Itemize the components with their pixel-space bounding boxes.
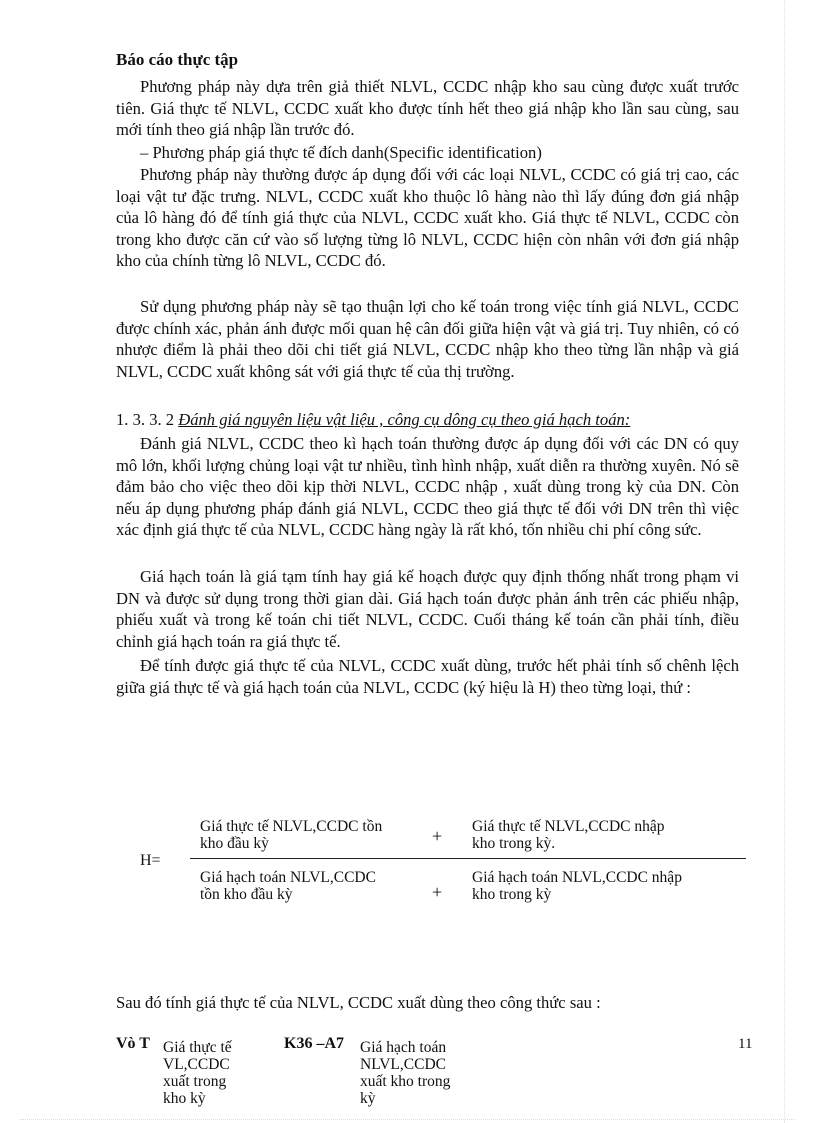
formula-plus-denominator: + bbox=[432, 882, 443, 902]
cell-line: Giá thực tế bbox=[163, 1039, 232, 1056]
cell-line: xuất kho trong bbox=[360, 1073, 451, 1090]
paragraph-definition: Giá hạch toán là giá tạm tính hay giá kế hoạch được quy định thống nhất trong phạm vi DN và được sử dụng trong thời gian dài. Giá hạch toán được phản ánh trên các phiếu nhập, phiếu xuất và trong kế toán chi tiết NLVL, CCDC. Cuối tháng kế toán cần phải tính, điều chỉnh giá hạch toán ra giá thực tế. bbox=[116, 567, 739, 651]
cell-line: xuất trong bbox=[163, 1073, 227, 1090]
formula-text: Giá hạch toán NLVL,CCDC nhập bbox=[472, 869, 682, 886]
page-header: Báo cáo thực tập bbox=[116, 50, 239, 69]
formula-text: kho đầu kỳ bbox=[200, 835, 269, 852]
cell-line: kỳ bbox=[360, 1090, 376, 1107]
paragraph-specific-method: Phương pháp này thường được áp dụng đối với các loại NLVL, CCDC có giá trị cao, các loại vật tư đặc trưng. NLVL, CCDC xuất kho thuộc lô hàng nào thì lấy đúng đơn giá nhập của lô hàng đó để tính giá thực của NLVL, CCDC xuất kho. Giá thực tế NLVL, CCDC còn trong kho được căn cứ vào số lượng từng lô NLVL, CCDC hiện còn nhân với đơn giá nhập kho của chính từng lô NLVL, CCDC đó. bbox=[116, 165, 739, 271]
cell-line: VL,CCDC bbox=[163, 1056, 230, 1073]
paragraph-advantages: Sử dụng phương pháp này sẽ tạo thuận lợi cho kế toán trong việc tính giá NLVL, CCDC được chính xác, phản ánh được mối quan hệ cân đối giữa hiện vật và giá trị. Tuy nhiên, có có nhược điểm là phải theo dõi chi tiết giá NLVL, CCDC nhập kho theo từng lần nhập và giá NLVL, CCDC xuất không sát với giá thực tế của thị trường. bbox=[116, 297, 739, 381]
cell-line: NLVL,CCDC bbox=[360, 1056, 446, 1073]
formula-plus-numerator: + bbox=[432, 826, 443, 846]
formula-text: Giá hạch toán NLVL,CCDC bbox=[200, 869, 376, 886]
formula-text: tồn kho đầu kỳ bbox=[200, 886, 293, 903]
bullet-specific-identification: – Phương pháp giá thực tế đích danh(Specific identification) bbox=[140, 143, 542, 162]
page-margin-right bbox=[784, 0, 785, 1123]
formula-text: kho trong kỳ. bbox=[472, 835, 556, 852]
formula-lhs: H= bbox=[140, 852, 161, 869]
formula-cell-actual bbox=[163, 1039, 232, 1107]
footer-class: K36 –A7 bbox=[284, 1035, 344, 1052]
paragraph-accounting-price: Đánh giá NLVL, CCDC theo kì hạch toán thường được áp dụng đối với các DN có quy mô lớn, khối lượng chủng loại vật tư nhiều, tình hình nhập, xuất diễn ra thường xuyên. Nó sẽ đảm bảo cho việc theo dõi kịp thời NLVL, CCDC nhập , xuất dùng trong kỳ của DN. Còn nếu áp dụng phương pháp đánh giá NLVL, CCDC theo giá thực tế đối với DN trên thì việc xác định giá thực tế của NLVL, CCDC hàng ngày là rất khó, tốn nhiều chi phí công sức. bbox=[116, 434, 739, 540]
paragraph-difference: Để tính được giá thực tế của NLVL, CCDC xuất dùng, trước hết phải tính số chênh lệch giữa giá thực tế và giá hạch toán của NLVL, CCDC (ký hiệu là H) theo từng loại, thứ : bbox=[116, 656, 739, 697]
page-number: 11 bbox=[738, 1036, 753, 1052]
page-margin-bottom bbox=[20, 1119, 796, 1120]
cell-line: kho kỳ bbox=[163, 1090, 206, 1107]
formula-text: kho trong kỳ bbox=[472, 886, 552, 903]
formula-numerator-left bbox=[200, 818, 382, 852]
formula-denominator-left bbox=[200, 869, 376, 903]
formula-denominator-right bbox=[472, 869, 682, 903]
section-number: 1. 3. 3. 2 bbox=[116, 410, 175, 429]
formula-numerator-right bbox=[472, 818, 665, 852]
formula-cell-accounting bbox=[360, 1039, 450, 1107]
cell-line: Giá hạch toán bbox=[360, 1039, 447, 1056]
section-heading bbox=[116, 410, 630, 430]
formula-text: Giá thực tế NLVL,CCDC tồn bbox=[200, 818, 383, 835]
formula-text: Giá thực tế NLVL,CCDC nhập bbox=[472, 818, 665, 835]
footer-author: Vò T bbox=[116, 1035, 150, 1052]
fraction-bar bbox=[190, 858, 746, 859]
section-title: Đánh giá nguyên liệu vật liệu , công cụ dông cụ theo giá hạch toán: bbox=[178, 410, 631, 429]
paragraph-after-formula: Sau đó tính giá thực tế của NLVL, CCDC xuất dùng theo công thức sau : bbox=[116, 993, 601, 1012]
paragraph-lifo: Phương pháp này dựa trên giả thiết NLVL, CCDC nhập kho sau cùng được xuất trước tiên. Giá thực tế NLVL, CCDC xuất kho được tính hết theo giá nhập kho lần sau cùng, sau mới tính theo giá nhập lần trước đó. bbox=[116, 77, 739, 140]
